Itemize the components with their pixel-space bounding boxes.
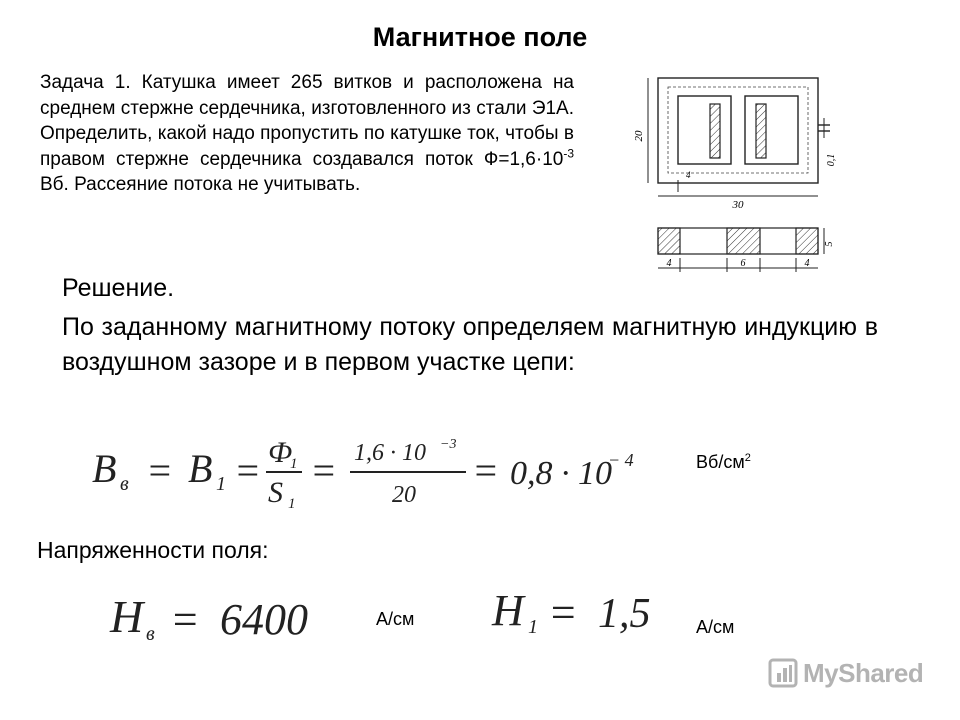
unit-induction-base: Вб/см	[696, 452, 745, 472]
solution-body: По заданному магнитному потоку определяем магнитную индукцию в воздушном зазоре и в первом участке цепи:	[62, 313, 878, 376]
solution-heading: Решение.	[62, 274, 175, 302]
formula-induction	[88, 432, 648, 510]
unit-induction-exp: 2	[744, 452, 751, 464]
eq-3: =	[310, 448, 337, 493]
label-width: 30	[732, 199, 744, 211]
core-midline	[668, 87, 808, 173]
watermark-text: MyShared	[803, 657, 924, 688]
eq-4: =	[472, 448, 499, 493]
label-height: 20	[633, 130, 645, 142]
label-bottom-mid: 6	[740, 258, 746, 269]
result-exp: − 4	[608, 450, 634, 470]
watermark-logo	[768, 655, 923, 691]
sub-b-v: в	[120, 473, 129, 495]
eq-h-1: =	[548, 588, 578, 637]
label-thickness: 5	[824, 241, 835, 247]
sub-h-1: 1	[528, 616, 538, 638]
eq-h-v: =	[170, 595, 200, 644]
label-bottom-right: 4	[804, 258, 810, 269]
problem-exponent: -3	[563, 146, 574, 161]
unit-h-1: А/см	[696, 617, 735, 637]
symbol-b-1: B	[188, 446, 213, 491]
symbol-h-1: H	[492, 586, 524, 635]
value-h-v: 6400	[220, 595, 308, 644]
core-window-left	[678, 96, 731, 164]
symbol-b-v: B	[92, 446, 117, 491]
denominator: 20	[392, 482, 416, 508]
problem-text-before: Задача 1. Катушка имеет 265 витков и расположена на среднем стержне сердечника, изготовленного из стали Э1А. Определить, какой надо пропустить по катушке ток, чтобы в правом стержне сердечника создавался поток Ф=1,6·10	[40, 72, 574, 170]
formula-h-1	[490, 585, 670, 637]
label-gap: 0,1	[826, 153, 837, 167]
unit-induction	[696, 452, 751, 473]
label-left-small: 4	[686, 170, 691, 180]
sub-h-v: в	[146, 623, 155, 645]
eq-2: =	[234, 448, 261, 493]
coil-right	[756, 104, 766, 158]
field-strength-heading: Напряженности поля:	[37, 537, 269, 563]
core-window-right	[745, 96, 798, 164]
coil-left	[710, 104, 720, 158]
numerator-exp: −3	[440, 437, 457, 452]
unit-h-v: А/см	[376, 609, 415, 629]
slide-title: Магнитное поле	[372, 22, 588, 52]
problem-statement	[40, 70, 574, 198]
numerator: 1,6 · 10	[354, 440, 426, 466]
eq-1: =	[146, 448, 173, 493]
value-h-1: 1,5	[598, 591, 651, 637]
symbol-s: S	[268, 476, 283, 509]
label-bottom-left: 4	[666, 258, 672, 269]
sub-phi: 1	[290, 456, 298, 472]
symbol-h-v: H	[110, 591, 144, 642]
watermark-icon	[768, 658, 798, 688]
sub-s: 1	[288, 496, 296, 512]
result: 0,8 · 10	[510, 455, 612, 492]
symbol-phi: Ф	[268, 436, 293, 469]
core-outline	[658, 78, 818, 183]
problem-text-after: Вб. Рассеяние потока не учитывать.	[40, 174, 361, 196]
sub-b-1: 1	[216, 473, 226, 495]
core-diagram	[633, 68, 838, 278]
formula-h-v	[108, 588, 338, 644]
